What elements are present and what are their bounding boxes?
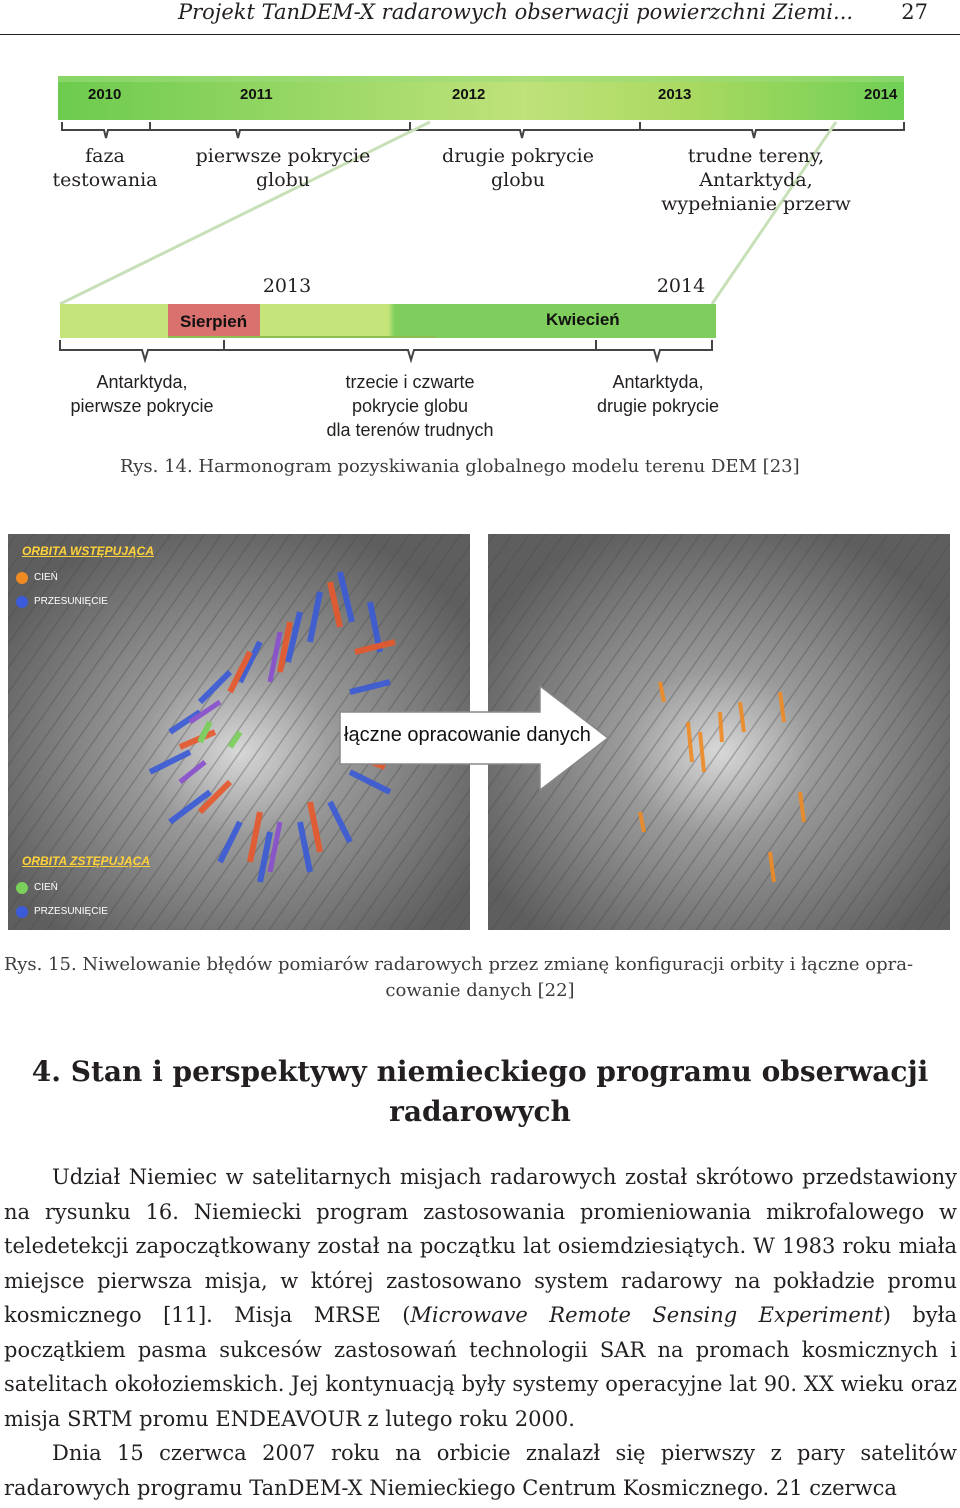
figure-15-caption-line-1: Rys. 15. Niwelowanie błędów pomiarów radarowych przez zmianę konfiguracji orbity i łączne opra-: [4, 954, 914, 975]
zoom-year-label: 2013: [262, 275, 312, 297]
month-label: Kwiecień: [546, 310, 620, 329]
figure-14: [0, 60, 960, 490]
year-label: 2014: [864, 86, 898, 103]
paragraph-1: Udział Niemiec w satelitarnych misjach radarowych został skrótowo przedstawiony na rysunku 16. Niemiecki program zastosowania promieniowania mikrofalowego w teledetekcji zapoczątkowany został na początku lat osiemdziesiątych. W 1983 roku miała miejsce pierwsza misja, w której zastosowano system radarowy na pokładzie promu kosmicznego [11]. Misja MRSE (Microwave Remote Sensing Experiment) była początkiem pasma sukcesów zastosowań technologii SAR na promach kosmicznych i satelitach okołoziemskich. Jej kontynuacją były systemy operacyjne lat 90. XX wieku oraz misja SRTM promu ENDEAVOUR z lutego roku 2000.: [4, 1165, 957, 1431]
arrow-label: łączne opracowanie danych: [344, 724, 591, 746]
brace-z1: [60, 340, 224, 360]
legend-item-shift: PRZESUNIĘCIE: [34, 596, 108, 607]
brace-z2: [224, 340, 596, 360]
section-heading: 4. Stan i perspektywy niemieckiego programu obserwacji radarowych: [31, 1055, 929, 1128]
brace-1: [62, 122, 150, 138]
month-label: Sierpień: [180, 312, 248, 331]
legend-shadow-swatch: [16, 882, 28, 894]
zoom-phase-label: trzecie i czwarte pokrycie globu dla terenów trudnych: [326, 372, 494, 440]
phase-label: drugie pokrycie globu: [442, 145, 594, 191]
header-rule: [0, 34, 960, 35]
figure-15-caption-line-2: cowanie danych [22]: [385, 980, 575, 1001]
figure-15: [0, 532, 960, 932]
legend-shadow-swatch: [16, 572, 28, 584]
brace-4: [640, 122, 904, 138]
body-text: [4, 1160, 957, 1505]
phase-label: trudne tereny, Antarktyda, wypełnianie przerw: [661, 145, 851, 215]
year-label: 2011: [240, 86, 273, 103]
running-header-title: Projekt TanDEM-X radarowych obserwacji powierzchni Ziemi...: [178, 0, 854, 24]
legend-shift-swatch: [16, 906, 28, 918]
year-label: 2012: [452, 86, 486, 103]
year-label: 2010: [88, 86, 122, 103]
zoom-year-label: 2014: [656, 275, 706, 297]
brace-2: [150, 122, 410, 138]
legend-item-shadow: CIEŃ: [34, 882, 58, 893]
legend-title-ascending: ORBITA WSTĘPUJĄCA: [22, 544, 154, 558]
legend-title-descending: ORBITA ZSTĘPUJĄCA: [22, 854, 151, 868]
brace-z3: [596, 340, 712, 360]
brace-3: [410, 122, 640, 138]
figure-14-caption: Rys. 14. Harmonogram pozyskiwania globalnego modelu terenu DEM [23]: [120, 456, 800, 477]
legend-shift-swatch: [16, 596, 28, 608]
legend-item-shift: PRZESUNIĘCIE: [34, 906, 108, 917]
legend-item-shadow: CIEŃ: [34, 572, 58, 583]
paragraph-2: Dnia 15 czerwca 2007 roku na orbicie znalazł się pierwszy z pary satelitów radarowych programu TanDEM-X Niemieckiego Centrum Kosmicznego. 21 czerwca: [4, 1441, 957, 1500]
phase-label: faza testowania: [52, 145, 158, 191]
phase-label: pierwsze pokrycie globu: [195, 145, 371, 191]
page-number: 27: [901, 0, 928, 24]
zoom-phase-label: Antarktyda, pierwsze pokrycie: [70, 372, 214, 416]
year-label: 2013: [658, 86, 692, 103]
zoom-phase-label: Antarktyda, drugie pokrycie: [596, 372, 720, 416]
